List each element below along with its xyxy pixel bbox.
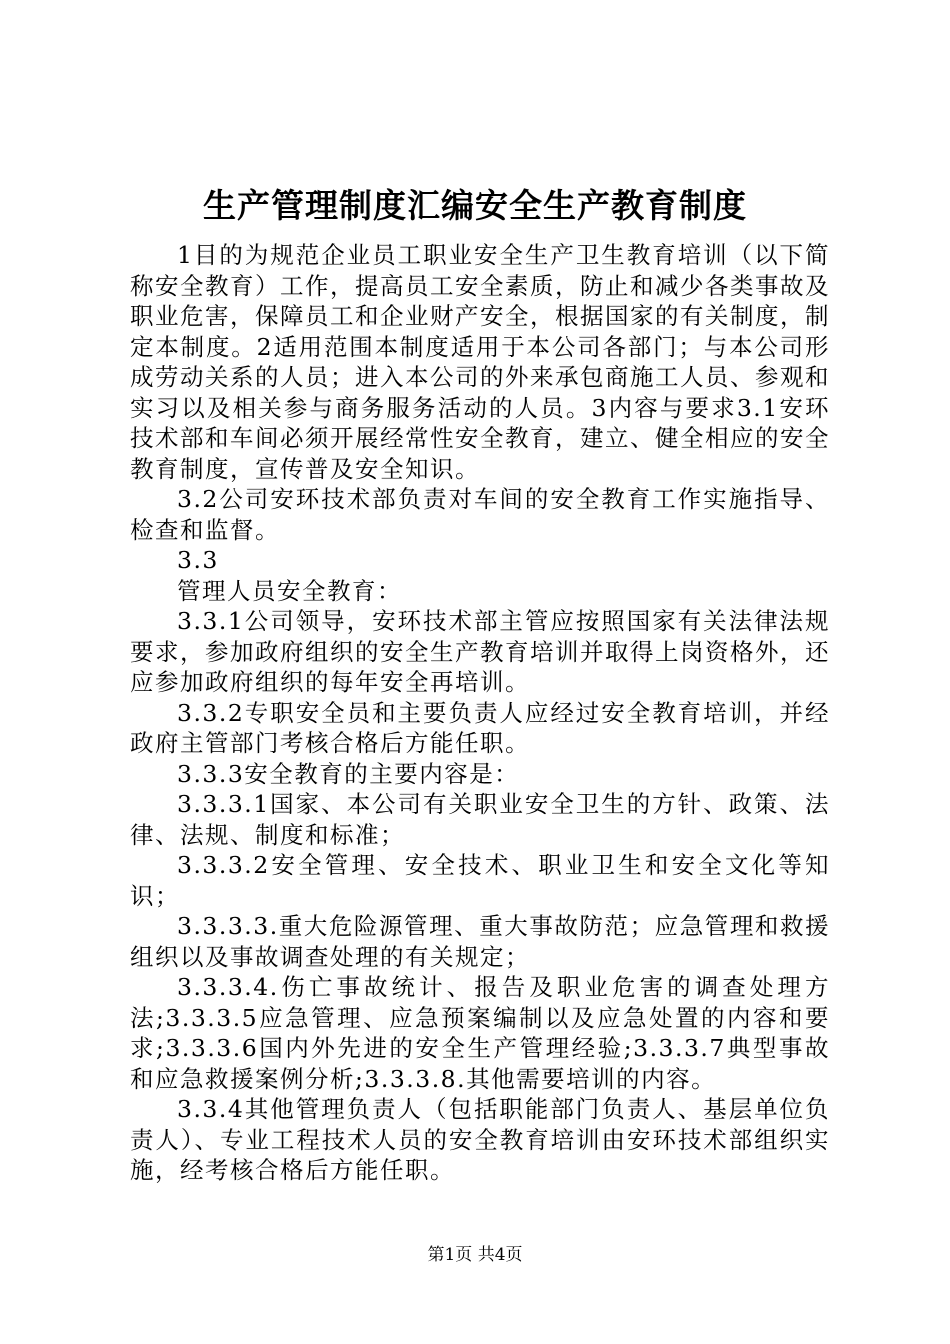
paragraph-3-3-2: 3.3.2专职安全员和主要负责人应经过安全教育培训，并经政府主管部门考核合格后方能任职。	[130, 698, 830, 757]
paragraph-3-3-1: 3.3.1公司领导，安环技术部主管应按照国家有关法律法规要求，参加政府组织的安全生产教育培训并取得上岗资格外，还应参加政府组织的每年安全再培训。	[130, 607, 830, 696]
page-footer: 第1页 共4页	[427, 1245, 523, 1265]
paragraph-purpose-scope: 1目的为规范企业员工职业安全生产卫生教育培训（以下简称安全教育）工作，提高员工安全素质，防止和减少各类事故及职业危害，保障员工和企业财产安全，根据国家的有关制度，制定本制度。2适用范围本制度适用于本公司各部门；与本公司形成劳动关系的人员；进入本公司的外来承包商施工人员、参观和实习以及相关参与商务服务活动的人员。3内容与要求3.1安环技术部和车间必须开展经常性安全教育，建立、健全相应的安全教育制度，宣传普及安全知识。	[130, 241, 830, 483]
paragraph-3-3-3-3: 3.3.3.3.重大危险源管理、重大事故防范；应急管理和救援组织以及事故调查处理的有关规定；	[130, 912, 830, 971]
document-body	[130, 240, 830, 1186]
paragraph-3-3-3: 3.3.3安全教育的主要内容是：	[177, 759, 520, 788]
paragraph-management-education: 管理人员安全教育：	[177, 576, 402, 605]
paragraph-3-3-3-4: 3.3.3.4.伤亡事故统计、报告及职业危害的调查处理方法;3.3.3.5应急管理、应急预案编制以及应急处置的内容和要求;3.3.3.6国内外先进的安全生产管理经验;3.3.3.7典型事故和应急救援案例分析;3.3.3.8.其他需要培训的内容。	[130, 973, 830, 1093]
paragraph-3-2: 3.2公司安环技术部负责对车间的安全教育工作实施指导、检查和监督。	[130, 485, 830, 544]
paragraph-3-3-heading: 3.3	[177, 546, 219, 574]
paragraph-3-3-4: 3.3.4其他管理负责人（包括职能部门负责人、基层单位负责人）、专业工程技术人员的安全教育培训由安环技术部组织实施，经考核合格后方能任职。	[130, 1095, 830, 1184]
document-title: 生产管理制度汇编安全生产教育制度	[203, 186, 747, 225]
paragraph-3-3-3-2: 3.3.3.2安全管理、安全技术、职业卫生和安全文化等知识；	[130, 851, 830, 910]
paragraph-3-3-3-1: 3.3.3.1国家、本公司有关职业安全卫生的方针、政策、法律、法规、制度和标准；	[130, 790, 830, 849]
